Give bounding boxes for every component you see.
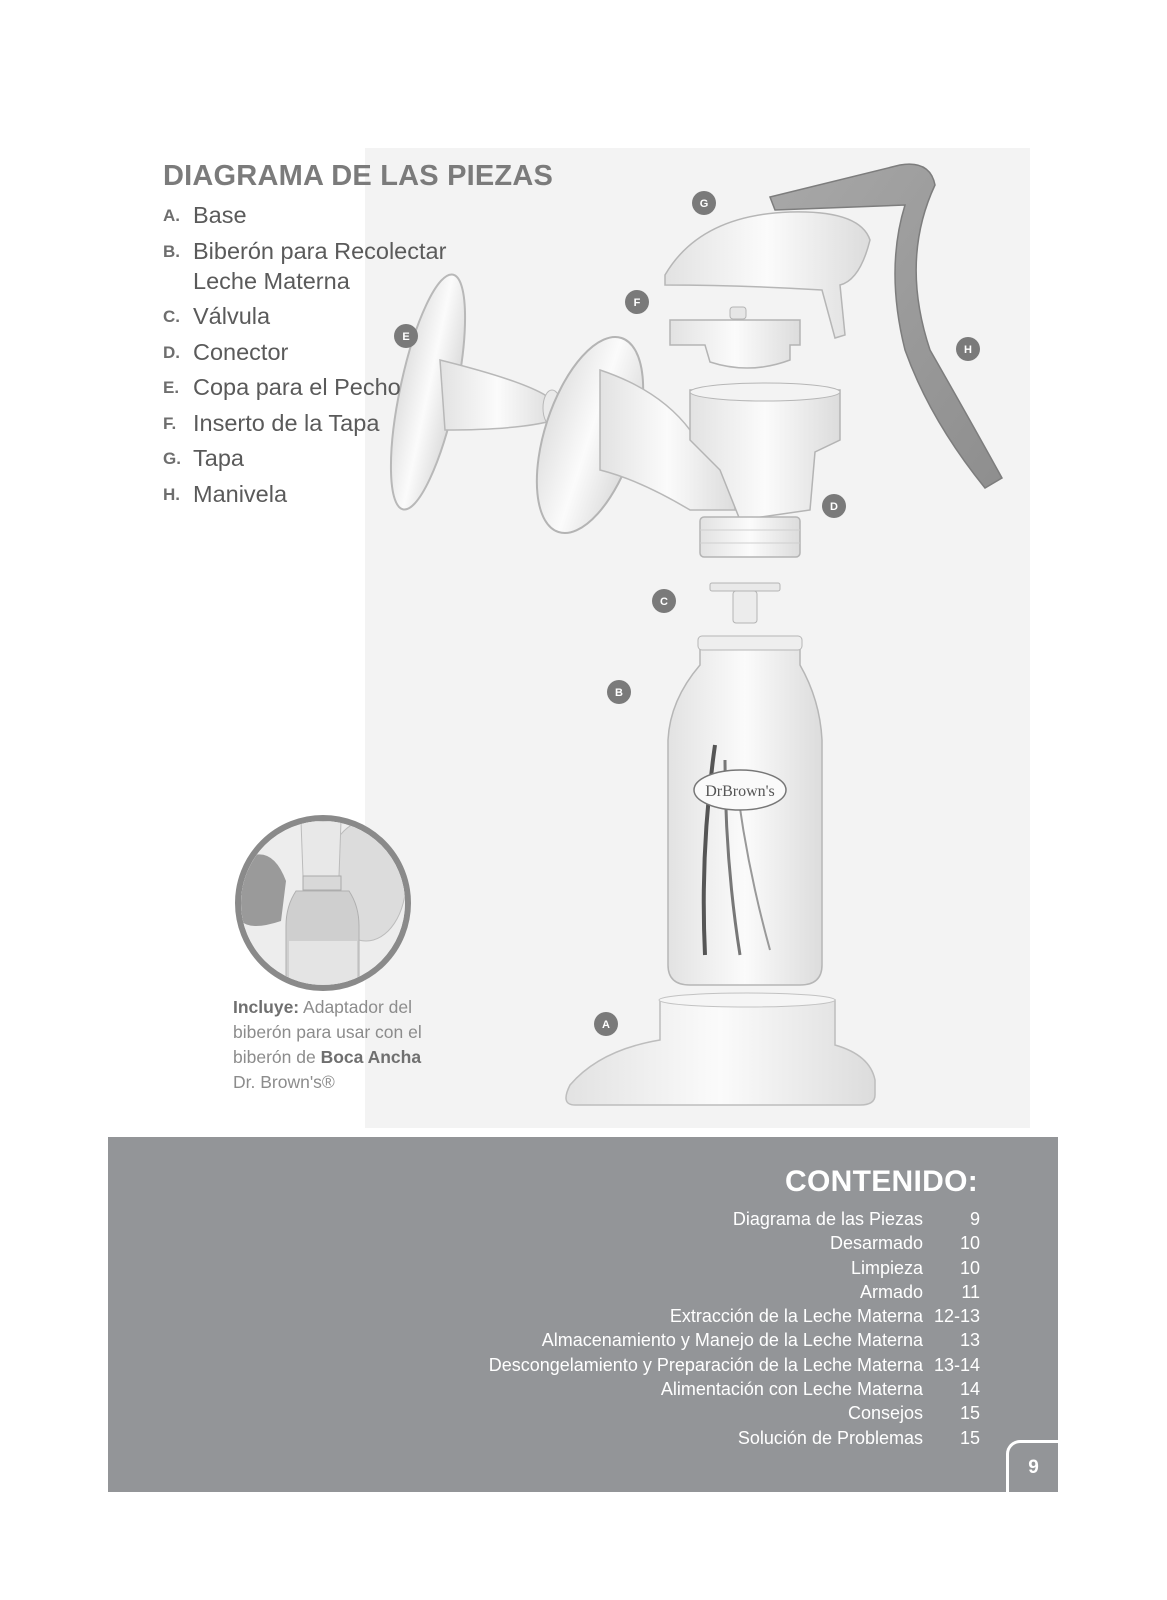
toc-item[interactable] <box>489 1328 980 1352</box>
part-letter: D. <box>163 342 180 362</box>
part-item-a <box>163 200 493 230</box>
toc-label: Almacenamiento y Manejo de la Leche Materna <box>541 1330 923 1351</box>
callout-g <box>692 191 716 215</box>
caption-brand: Dr. Brown's® <box>233 1072 335 1092</box>
page-number-tab: 9 <box>1006 1440 1058 1492</box>
part-item-d <box>163 337 493 367</box>
toc-page: 10 <box>959 1257 980 1278</box>
toc-item[interactable] <box>489 1280 980 1304</box>
contents-box <box>108 1137 1058 1492</box>
svg-text:H: H <box>964 344 972 356</box>
toc-item[interactable] <box>489 1256 980 1280</box>
toc-label: Diagrama de las Piezas <box>732 1209 923 1229</box>
adapter-inset-photo <box>235 815 411 991</box>
toc-page: 15 <box>959 1403 980 1424</box>
toc-item[interactable] <box>489 1231 980 1255</box>
lid-part <box>665 212 870 338</box>
svg-text:A: A <box>602 1019 610 1031</box>
toc-page: 15 <box>959 1427 980 1448</box>
part-label: Válvula <box>193 303 271 329</box>
svg-text:G: G <box>699 198 709 210</box>
parts-title: DIAGRAMA DE LAS PIEZAS <box>163 160 554 192</box>
toc-page: 9 <box>969 1209 980 1229</box>
callout-f <box>625 290 649 314</box>
callout-a <box>594 1012 618 1036</box>
bottle-brand-label: DrBrown's <box>705 783 775 800</box>
toc-label: Consejos <box>847 1403 923 1424</box>
part-letter: H. <box>163 484 180 504</box>
toc-label: Descongelamiento y Preparación de la Leche Materna <box>488 1354 923 1375</box>
toc-page: 14 <box>959 1379 980 1400</box>
part-item-b <box>163 236 493 296</box>
svg-text:D: D <box>830 501 838 513</box>
callout-d <box>822 494 846 518</box>
svg-text:C: C <box>660 596 668 608</box>
toc-item[interactable] <box>489 1401 980 1425</box>
toc-label: Extracción de la Leche Materna <box>669 1306 923 1327</box>
part-letter: B. <box>163 241 180 261</box>
part-label: Conector <box>193 338 289 365</box>
toc-item[interactable] <box>489 1377 980 1401</box>
toc-page: 11 <box>961 1281 980 1302</box>
caption-text: Adaptador del biberón para usar con el biberón de <box>233 997 422 1067</box>
part-item-g <box>163 443 493 473</box>
part-item-f <box>163 408 493 438</box>
toc-page: 12-13 <box>933 1306 980 1327</box>
toc-label: Limpieza <box>850 1257 923 1278</box>
part-letter: A. <box>163 206 180 225</box>
connector-part <box>700 517 800 557</box>
toc-label: Armado <box>859 1281 923 1302</box>
lid-insert-part <box>670 320 800 368</box>
part-letter: E. <box>163 378 180 397</box>
toc-page: 13 <box>959 1330 980 1351</box>
callout-h <box>956 337 980 361</box>
callout-c <box>652 589 676 613</box>
valve-part <box>710 583 780 591</box>
svg-text:E: E <box>402 331 410 343</box>
part-label: Copa para el Pecho <box>193 374 401 400</box>
toc-item[interactable] <box>489 1426 980 1450</box>
part-label: Inserto de la Tapa <box>193 409 380 436</box>
part-letter: F. <box>163 413 177 433</box>
toc-label: Solución de Problemas <box>737 1427 923 1448</box>
part-item-e <box>163 372 493 402</box>
part-label: Tapa <box>193 445 244 471</box>
caption-bold: Incluye: <box>233 997 300 1017</box>
bottle-part <box>668 642 822 985</box>
part-label: Biberón para Recolectar Leche Materna <box>193 237 447 294</box>
adapter-inset-illustration <box>241 821 405 985</box>
part-label: Manivela <box>193 480 288 507</box>
toc-label: Alimentación con Leche Materna <box>660 1379 923 1400</box>
part-label: Base <box>193 202 247 228</box>
inset-caption <box>233 995 443 1095</box>
part-item-c <box>163 301 493 331</box>
toc-page: 10 <box>959 1233 980 1254</box>
toc-page: 13-14 <box>933 1354 980 1375</box>
table-of-contents <box>489 1207 980 1450</box>
part-letter: G. <box>163 449 181 468</box>
toc-item[interactable] <box>489 1207 980 1231</box>
toc-item[interactable] <box>489 1353 980 1377</box>
toc-item[interactable] <box>489 1304 980 1328</box>
part-letter: C. <box>163 307 180 326</box>
callout-b <box>607 680 631 704</box>
contents-title: CONTENIDO: <box>785 1165 978 1198</box>
part-item-h <box>163 479 493 509</box>
toc-label: Desarmado <box>829 1233 923 1254</box>
svg-text:F: F <box>633 297 641 309</box>
svg-text:B: B <box>615 687 623 699</box>
parts-list <box>163 200 493 514</box>
caption-bold-wide-neck: Boca Ancha <box>320 1047 422 1067</box>
